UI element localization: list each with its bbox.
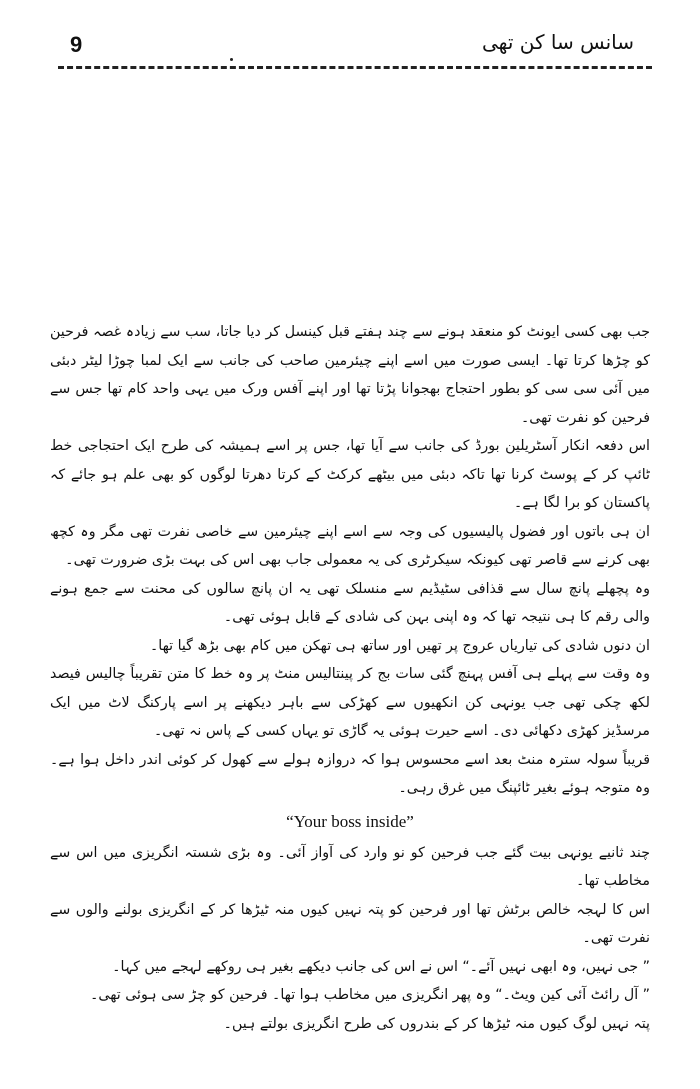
paragraph: قریباً سولہ سترہ منٹ بعد اسے محسوس ہوا کہ دروازہ ہولے سے کھول کر کوئی اندر داخل ہوا ہے۔ وہ متوجہ ہوئے بغیر ٹائپنگ میں غرق رہی۔: [50, 751, 650, 796]
running-title: سانس سا کن تھی: [481, 30, 634, 54]
paragraph: اس دفعہ انکار آسٹریلین بورڈ کی جانب سے آیا تھا، جس پر اسے ہمیشہ کی طرح ایک احتجاجی خط ٹائپ کر کے پوسٹ کرنا تھا تاکہ دبئی میں بیٹھے کرکٹ کے کرتا دھرتا لوگوں کو بھی علم ہو جائے کہ پاکستان کو برا لگا ہے۔: [50, 438, 650, 511]
page-header: [58, 30, 642, 64]
body-text: [50, 318, 650, 1038]
header-dot: [230, 58, 233, 61]
paragraph: ان دنوں شادی کی تیاریاں عروج پر تھیں اور ساتھ ہی تھکن میں کام بھی بڑھ گیا تھا۔: [149, 637, 650, 654]
paragraph: پتہ نہیں لوگ کیوں منہ ٹیڑھا کر کے بندروں کی طرح انگریزی بولتے ہیں۔: [223, 1015, 650, 1032]
paragraph: جب بھی کسی ایونٹ کو منعقد ہونے سے چند ہفتے قبل کینسل کر دیا جاتا، سب سے زیادہ غصہ فرحین کو چڑھا کرتا تھا۔ ایسی صورت میں اسے اپنے چیئرمین صاحب کی جانب سے ایک لمبا چوڑا لیٹر دبئی میں آئی سی سی کو بطور احتجاج بھجوانا پڑتا تھا اور اپنے آفس ورک میں یہی واحد کام تھا جس سے فرحین کو نفرت تھی۔: [50, 324, 650, 426]
dialogue-line: ” آل رائٹ آئی کین ویٹ۔“ وہ پھر انگریزی میں مخاطب ہوا تھا۔ فرحین کو چڑ سی ہوئی تھی۔: [90, 987, 650, 1003]
paragraph: اس کا لہجہ خالص برٹش تھا اور فرحین کو پتہ نہیں کیوں منہ ٹیڑھا کر کے انگریزی بولنے والوں سے نفرت تھی۔: [50, 901, 650, 946]
english-quote: “Your boss inside”: [286, 811, 414, 831]
paragraph: وہ پچھلے پانچ سال سے قذافی سٹیڈیم سے منسلک تھی یہ ان پانچ سالوں کی محنت سے جمع ہونے والی رقم کا ہی نتیجہ تھا کہ وہ اپنی بہن کی شادی کے قابل ہوئی تھی۔: [50, 580, 650, 625]
paragraph: ان ہی باتوں اور فضول پالیسیوں کی وجہ سے اسے اپنے چیئرمین سے خاصی نفرت تھی مگر وہ کچھ بھی کرنے سے قاصر تھی کیونکہ سیکرٹری کی یہ معمولی جاب بھی اس کی بہت بڑی ضرورت تھی۔: [50, 523, 650, 568]
paragraph: چند ثانیے یونہی بیت گئے جب فرحین کو نو وارد کی آواز آئی۔ وہ بڑی شستہ انگریزی میں اس سے مخاطب تھا۔: [50, 844, 650, 889]
header-rule: [58, 66, 652, 69]
dialogue-line: ” جی نہیں، وہ ابھی نہیں آئے۔“ اس نے اس کی جانب دیکھے بغیر ہی روکھے لہجے میں کہا۔: [112, 958, 650, 975]
paragraph: وہ وقت سے پہلے ہی آفس پہنچ گئی سات بج کر پینتالیس منٹ پر وہ خط کا متن تقریباً چالیس فیصد لکھ چکی تھی جب یونہی کن انکھیوں سے کھڑکی سے باہر دیکھنے پر اسے پارکنگ لاٹ میں ایک مرسڈیز کھڑی دکھائی دی۔ اسے حیرت ہوئی یہ گاڑی تو یہاں کسی کے پاس نہ تھی۔: [50, 666, 650, 739]
page-number: 9: [70, 32, 83, 57]
